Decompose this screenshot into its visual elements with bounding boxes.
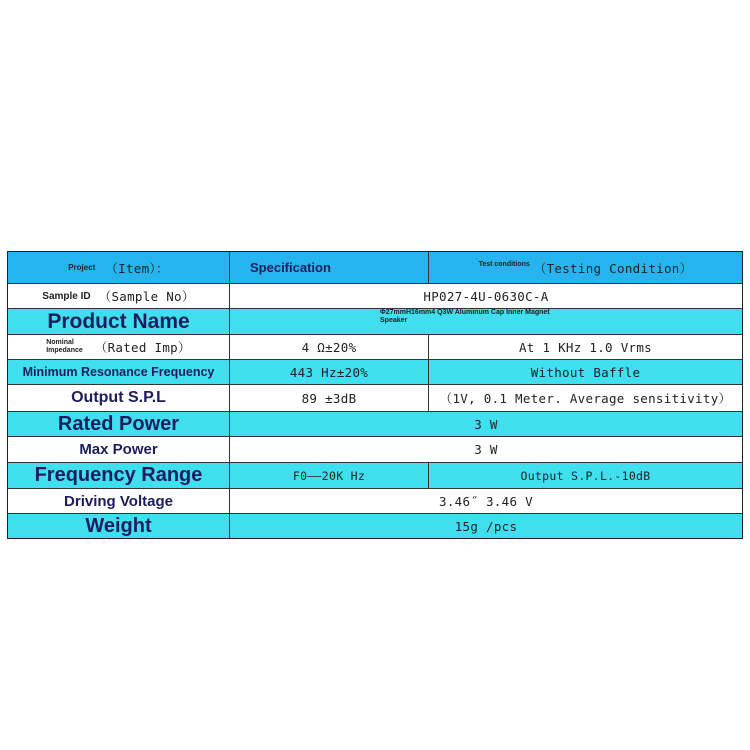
impedance-spec-cell bbox=[230, 335, 429, 359]
freq-range-label: Frequency Range bbox=[34, 464, 203, 486]
freq-range-spec: F0——20K Hz bbox=[292, 468, 366, 483]
resonance-spec: 443 Hz±20% bbox=[289, 364, 369, 380]
row-frequency-range bbox=[8, 462, 742, 488]
spl-condition: （1V, 0.1 Meter. Average sensitivity） bbox=[439, 391, 732, 406]
sample-id-label-cell bbox=[8, 284, 230, 308]
impedance-label-cell bbox=[8, 335, 230, 359]
freq-range-spec-cell bbox=[230, 463, 429, 488]
row-resonance bbox=[8, 359, 742, 384]
resonance-condition: Without Baffle bbox=[530, 364, 641, 380]
spec-table bbox=[7, 251, 743, 539]
impedance-label: （Rated Imp） bbox=[94, 340, 191, 355]
header-test-small: Test conditions bbox=[478, 261, 530, 268]
max-power-value: 3 W bbox=[474, 442, 498, 457]
voltage-value-cell bbox=[230, 489, 742, 513]
header-item-cell bbox=[8, 252, 230, 283]
resonance-label: Minimum Resonance Frequency bbox=[22, 365, 215, 379]
freq-range-label-cell bbox=[8, 463, 230, 488]
voltage-label-cell bbox=[8, 489, 230, 513]
max-power-label: Max Power bbox=[79, 441, 158, 458]
row-impedance bbox=[8, 334, 742, 359]
row-sample-id bbox=[8, 283, 742, 308]
max-power-label-cell bbox=[8, 437, 230, 462]
voltage-value: 3.46˝ 3.46 V bbox=[439, 493, 533, 509]
impedance-condition-cell bbox=[429, 335, 742, 359]
product-name-value-line1: Φ27mmH16mm4 Q3W Aluminum Cap Inner Magnet bbox=[380, 309, 550, 316]
row-rated-power bbox=[8, 411, 742, 436]
weight-value-cell bbox=[230, 514, 742, 538]
weight-label-cell bbox=[8, 514, 230, 538]
row-product-name bbox=[8, 308, 742, 334]
sample-id-small: Sample ID bbox=[42, 290, 91, 302]
weight-label: Weight bbox=[85, 514, 152, 537]
product-name-value-line2: Speaker bbox=[380, 317, 408, 324]
impedance-small-2: Impedance bbox=[46, 347, 83, 354]
spl-label: Output S.P.L bbox=[71, 389, 166, 406]
sample-id-value-cell bbox=[230, 284, 742, 308]
spl-spec-cell bbox=[230, 385, 429, 411]
row-spl bbox=[8, 384, 742, 411]
rated-power-label-cell bbox=[8, 412, 230, 436]
spl-condition-cell bbox=[429, 385, 742, 411]
table-header-row bbox=[8, 252, 742, 283]
rated-power-label: Rated Power bbox=[57, 412, 180, 435]
product-name-label-cell bbox=[8, 309, 230, 334]
resonance-spec-cell bbox=[230, 360, 429, 384]
voltage-label: Driving Voltage bbox=[64, 492, 173, 510]
header-spec-cell bbox=[230, 252, 429, 283]
row-max-power bbox=[8, 436, 742, 462]
impedance-condition: At 1 KHz 1.0 Vrms bbox=[518, 339, 653, 355]
resonance-label-cell bbox=[8, 360, 230, 384]
sample-id-label: （Sample No） bbox=[98, 289, 195, 304]
product-name-label: Product Name bbox=[47, 309, 190, 333]
header-project-small: Project bbox=[68, 263, 96, 272]
resonance-condition-cell bbox=[429, 360, 742, 384]
product-name-value-cell bbox=[230, 309, 742, 334]
impedance-small-group bbox=[46, 339, 83, 355]
header-test-cell bbox=[429, 252, 742, 283]
row-driving-voltage bbox=[8, 488, 742, 513]
impedance-spec: 4 Ω±20% bbox=[301, 339, 357, 355]
max-power-value-cell bbox=[230, 437, 742, 462]
header-specification: Specification bbox=[250, 260, 331, 275]
weight-value: 15g /pcs bbox=[454, 518, 518, 534]
header-item-label: （Item）： bbox=[105, 260, 169, 276]
rated-power-value-cell bbox=[230, 412, 742, 436]
sample-id-value: HP027-4U-0630C-A bbox=[423, 288, 549, 304]
header-testing-label: （Testing Condition） bbox=[533, 260, 693, 276]
rated-power-value: 3 W bbox=[474, 416, 498, 432]
freq-range-condition-cell bbox=[429, 463, 742, 488]
freq-range-condition: Output S.P.L.-10dB bbox=[520, 468, 651, 483]
spl-label-cell bbox=[8, 385, 230, 411]
spl-spec: 89 ±3dB bbox=[301, 390, 357, 406]
row-weight bbox=[8, 513, 742, 538]
impedance-small-1: Nominal bbox=[46, 339, 74, 346]
